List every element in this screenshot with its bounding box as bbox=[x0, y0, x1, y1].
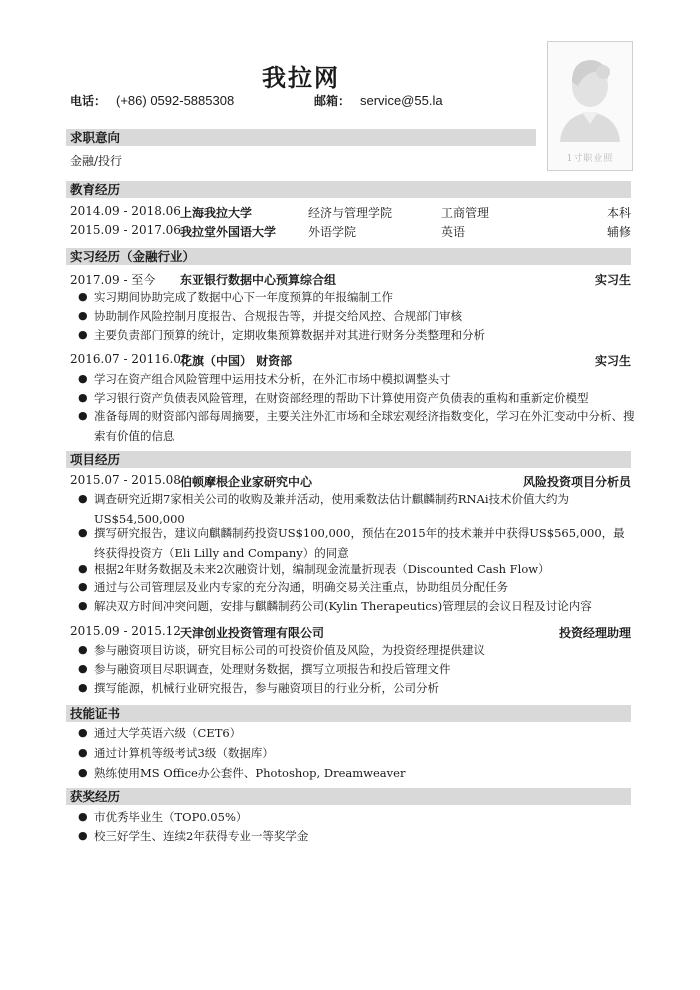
person-silhouette-icon bbox=[548, 42, 632, 152]
photo-caption: 1寸职业照 bbox=[566, 154, 614, 164]
project-date: 2015.09 - 2015.12 bbox=[70, 624, 181, 638]
project-role: 投资经理助理 bbox=[558, 626, 631, 640]
internship-role: 实习生 bbox=[594, 273, 631, 287]
email-label: 邮箱： bbox=[314, 94, 351, 108]
education-school: 上海我拉大学 bbox=[180, 206, 253, 220]
education-row bbox=[70, 223, 631, 241]
phone-label: 电话： bbox=[70, 94, 107, 108]
education-row bbox=[70, 204, 631, 222]
project-role: 风险投资项目分析员 bbox=[522, 475, 631, 489]
internship-org: 东亚银行数据中心预算综合组 bbox=[180, 273, 337, 287]
section-skills: 技能证书 bbox=[66, 705, 631, 722]
email-line bbox=[314, 92, 443, 109]
internship-header bbox=[70, 352, 631, 370]
objective-value: 金融/投行 bbox=[70, 154, 123, 168]
education-major: 工商管理 bbox=[441, 206, 490, 220]
section-education: 教育经历 bbox=[66, 181, 631, 198]
education-major: 英语 bbox=[441, 225, 466, 239]
internship-org: 花旗（中国） 财资部 bbox=[180, 354, 293, 368]
section-objective: 求职意向 bbox=[66, 129, 536, 146]
phone-value: (+86) 0592-5885308 bbox=[116, 93, 235, 108]
education-degree: 本科 bbox=[606, 206, 631, 220]
phone-line bbox=[70, 92, 234, 109]
email-value: service@55.la bbox=[360, 93, 443, 108]
education-college: 经济与管理学院 bbox=[308, 206, 393, 220]
education-school: 我拉堂外国语大学 bbox=[180, 225, 277, 239]
section-awards: 获奖经历 bbox=[66, 788, 631, 805]
internship-role: 实习生 bbox=[594, 354, 631, 368]
internship-date: 2017.09 - 至今 bbox=[70, 273, 156, 287]
education-date: 2014.09 - 2018.06 bbox=[70, 204, 181, 218]
resume-name: 我拉网 bbox=[262, 63, 340, 92]
project-org: 天津创业投资管理有限公司 bbox=[180, 626, 325, 640]
project-org: 伯顿摩根企业家研究中心 bbox=[180, 475, 313, 489]
education-degree: 辅修 bbox=[606, 225, 631, 239]
section-internship: 实习经历（金融行业） bbox=[66, 248, 631, 265]
project-date: 2015.07 - 2015.08 bbox=[70, 473, 181, 487]
education-college: 外语学院 bbox=[308, 225, 357, 239]
section-project: 项目经历 bbox=[66, 451, 631, 468]
education-date: 2015.09 - 2017.06 bbox=[70, 223, 181, 237]
internship-date: 2016.07 - 20116.08 bbox=[70, 352, 189, 366]
photo-placeholder bbox=[547, 41, 633, 171]
